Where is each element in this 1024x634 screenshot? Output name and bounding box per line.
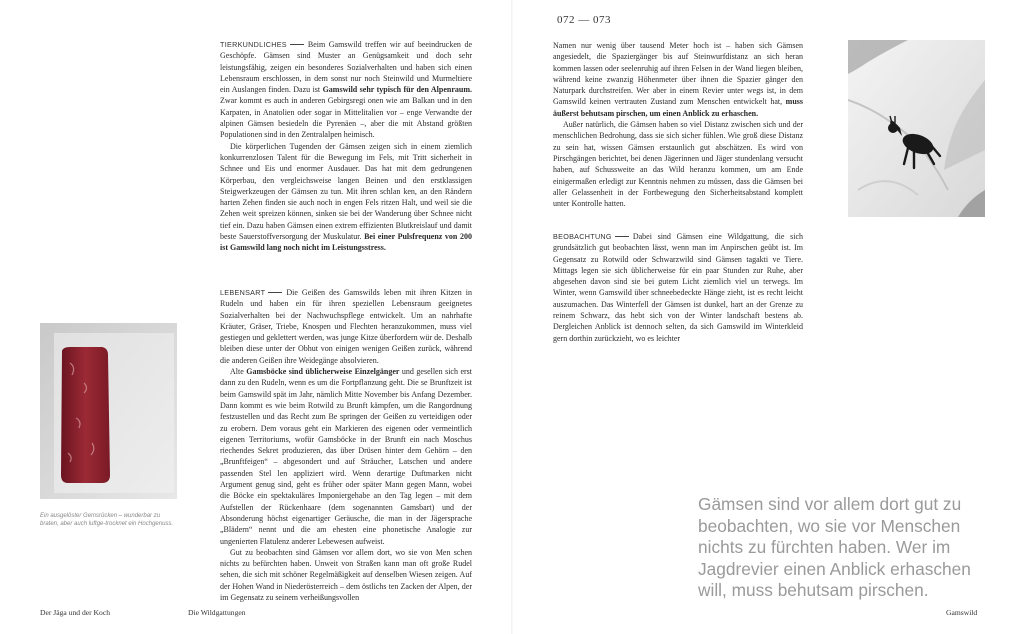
paragraph-text: und gesellen sich erst dann zu den Rudeln, wenn es um die Fortpflanzung geht. Die se Brunftzeit ist beim Gamswild spät im Jahr, nämlich Mitte November bis Anfang Dezember. Dann kommt es wie beim Rotwild zu Brunft kämpfen, um die Rangordnung festzustellen und das Recht zum Be springen der Geißen zu verteidigen oder zu erobern. Dem voraus geht ein Markieren des eigenen oder vermeintlich eigenen Territoriums, wofür Gamsböcke in der Brunft ein nach Moschus riechendes Sekret produzieren, das über Drüsen hinter dem Gehörn – den „Brunftfeigen“ – abgesondert und auf Sträucher, Latschen und andere passenden Stel len appliziert wird. Wenn derartige Duftmarken nicht Argument genug sind, geht es früher oder später Mann gegen Mann, wobei die Böcke ein spektakuläres Imponiergehabe an den Tag legen – mit dem Aufstellen der Rückenhaare (dem sogenannten Gamsbart) und der Absonderung höchst eigenartiger Geräusche, die man in der Jägersprache „Blädern“ nennt und die am ehesten eine phonetische Analogie zur ungenierten Flatulenz anderer Lebewesen aufweist. bbox=[220, 367, 472, 546]
paragraph-text: Außer natürlich, die Gämsen haben so viel Distanz zwischen sich und der menschlichen Bedrohung, dass sie sich sicher fühlen. Wie groß diese Distanz zu sein hat, wissen Gämsen erstaunlich gut abschätzen. Es wird von Pirschgängen berichtet, bei denen Jägerinnen und Jäger stundenlang versucht haben, auf Schussweite an das Wild heranzu kommen, um am Ende einigermaßen erledigt zur Kenntnis nehmen zu müssen, dass die Gämsen bei aller Gelassenheit in der Fortbewegung den Sicherheitsabstand komplett unter Kontrolle hatten. bbox=[553, 120, 803, 209]
footer-section-left: Die Wildgattungen bbox=[188, 608, 246, 617]
paragraph bbox=[553, 119, 803, 209]
page-number: 072 — 073 bbox=[557, 14, 611, 26]
pull-quote: Gämsen sind vor allem dort gut zu beobachten, wo sie vor Menschen nichts zu fürchten haben. Wer im Jagdrevier einen Anblick erhaschen will, muss behutsam pirschen. bbox=[698, 494, 971, 600]
bold-text: Gamsböcke sind üblicherweise Einzelgänger bbox=[246, 367, 400, 377]
section-heading-lebensart: LEBENSART bbox=[220, 288, 266, 297]
paragraph-text: Die Geißen des Gamswilds leben mit ihren Kitzen in Rudeln und haben ein für ihren speziellen Lebensraum geeignetes Sozialverhalten bei der Nachwuchspflege entwickelt. Um an nahrhafte Kräuter, Gräser, Triebe, Knospen und Flechten heranzukommen, muss viel gestiegen und geklettert werden, was junge Kitze überfordern wür de. Deshalb bleiben diese unter der Obhut von einigen wenigen Geißen zurück, während die anderen Geißen ihre Weidegänge absolvieren. bbox=[220, 288, 472, 365]
paragraph bbox=[553, 231, 803, 344]
photo-chamois-in-snow bbox=[848, 40, 985, 217]
paragraph bbox=[553, 40, 803, 119]
bold-text: Gamswild sehr typisch für den Alpenraum. bbox=[322, 85, 473, 95]
paragraph-text: Beim Gamswild treffen wir auf beeindrucken de Geschöpfe. Gämsen sind Muster an Genügsamkeit und doch sehr leistungsfähig, zeigen ein besonderes Sozialverhalten und haben sich einen Lebensraum erschlossen, in dem sonst nur noch Steinwild und Murmeltiere ein Auslangen finden. Dazu ist bbox=[220, 40, 472, 95]
paragraph bbox=[220, 366, 472, 547]
footer-book-title: Der Jäga und der Koch bbox=[40, 608, 111, 617]
paragraph bbox=[220, 547, 472, 603]
paragraph-text: Dabei sind Gämsen eine Wildgattung, die sich grundsätzlich gut beobachten lässt, wenn man im Anpirschen geübt ist. Im Gegensatz zu Rotwild oder Schwarzwild sind Gämsen tagakti ve Tiere. Mittags legen sie sich üblicherweise für ein paar Stunden zur Ruhe, aber abgesehen davon sind sie bei gutem Licht ziemlich viel un terwegs. Im Winter, wenn Gamswild über schneebedeckte Hänge zieht, ist es recht leicht auszumachen. Das Winterfell der Gämsen ist dunkel, hart an der Grenze zu reinem Schwarz, das hebt sich von der Winter landschaft bestens ab. Dergleichen Anblick ist dennoch selten, da sich Gamswild im Winterkleid gern dorthin zurückzieht, wo es leichter bbox=[553, 232, 803, 343]
paragraph-text: Gut zu beobachten sind Gämsen vor allem dort, wo sie von Men schen nichts zu befürchten haben. Unweit von Straßen kann man oft große Rudel sehen, die sich mit schöner Regelmäßigkeit auf denselben Wiesen zeigen. Auf der Hohen Wand in Niederösterreich – dem östlichs ten Zacken der Alpen, der im Gegensatz zu seinem verheißungsvollen bbox=[220, 547, 472, 603]
bold-text: muss äußerst behutsam pirschen, um einen Anblick zu erhaschen. bbox=[553, 97, 803, 118]
bold-text: Bei einer Pulsfrequenz von 200 ist Gamswild lang noch nicht im Leistungsstress. bbox=[220, 232, 472, 253]
text-column-right bbox=[553, 40, 803, 209]
paragraph-text: Namen nur wenig über tausend Meter hoch ist – haben sich Gämsen angesiedelt, die Spaziergänger bis auf Steinwurfdistanz an sich heran kommen lassen oder seelenruhig auf ihren Felsen in der Wand liegen bleiben, während keine zwanzig Höhenmeter über ihnen die Spazier gänger den Naturpark durchstreifen. Wer aber in einem Revier unter wegs ist, in dem Gamswild keinen vertrauten Zustand zum Menschen entwickelt hat, bbox=[553, 41, 803, 107]
photo-gemsruecken bbox=[40, 323, 177, 499]
section-heading-tierkundliches: TIERKUNDLICHES bbox=[220, 40, 287, 49]
photo-caption: Ein ausgelöster Gemsrücken – wunderbar zu braten, aber auch luftge-trocknet ein Hochgenuss. bbox=[40, 513, 174, 528]
text-column-tierkundliches bbox=[220, 39, 472, 254]
paragraph bbox=[220, 141, 472, 254]
text-column-beobachtung bbox=[553, 231, 803, 344]
section-heading-beobachtung: BEOBACHTUNG bbox=[553, 232, 612, 241]
paragraph bbox=[220, 287, 472, 366]
paragraph-text: Alte bbox=[230, 367, 247, 377]
paragraph bbox=[220, 39, 472, 141]
heading-rule bbox=[290, 44, 304, 45]
footer-section-right: Gamswild bbox=[946, 608, 978, 617]
heading-rule bbox=[268, 292, 282, 293]
paragraph-text: Die körperlichen Tugenden der Gämsen zeigen sich in einem ziemlich konkurrenzlosen Talent für die Bewegung im Fels, mit Tritt sicherheit in Schnee und Eis und enormer Ausdauer. Das hat mit dem gedrungenen Körperbau, den vergleichsweise langen Beinen und den erstklassigen Steigwerkzeugen der Gämsen zu tun. Mit ihren schlan ken, an den Rändern harten Zehen finden sie auch noch in engen Fels ritzen Halt, und weil sie die Zehen weit spreizen können, sinken sie bei der Wanderung über Schnee nicht tief ein. Dazu haben Gämsen einen extrem effizienten Blutkreislauf und damit beste Sauerstoffversorgung der Muskulatur. bbox=[220, 141, 472, 242]
heading-rule bbox=[615, 236, 629, 237]
text-column-lebensart bbox=[220, 287, 472, 603]
book-gutter bbox=[511, 0, 513, 634]
paragraph-text: Zwar kommt es auch in anderen Gebirgsregi onen wie am Balkan und in den Karpaten, in Anatolien oder sogar in Mittelitalien vor – enge Verwandte der alpinen Gämsen besiedeln die Pyrenäen –, aber die mit Abstand größten Populationen sind in den Zentralalpen heimisch. bbox=[220, 96, 472, 140]
